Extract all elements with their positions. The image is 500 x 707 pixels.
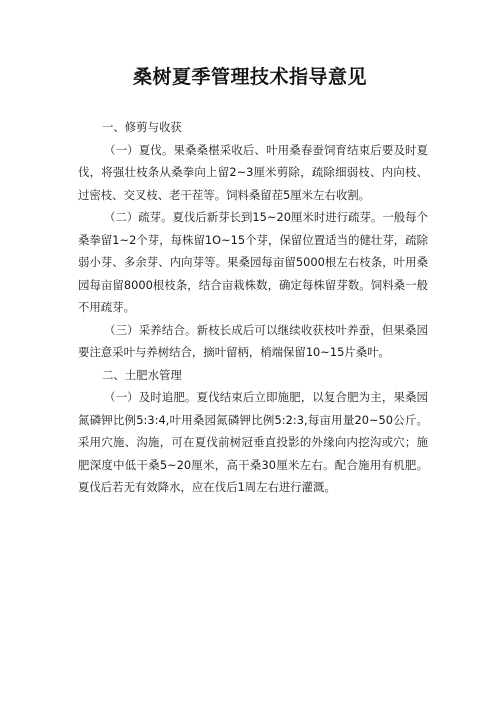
paragraph: （三）采养结合。新枝长成后可以继续收获枝叶养蚕，但果桑园要注意采叶与养树结合，摘叶留柄，梢端保留10~15片桑叶。 xyxy=(78,322,428,359)
paragraph: （一）夏伐。果桑桑椹采收后、叶用桑春蚕饲育结束后要及时夏伐，将强壮枝条从桑拳向上留2~3厘米剪除，疏除细弱枝、内向枝、过密枝、交叉枝、老干茬等。饲料桑留茬5厘米左右收割。 xyxy=(78,142,428,202)
section-heading: 二、土肥水管理 xyxy=(102,367,182,382)
section-heading: 一、修剪与收获 xyxy=(102,120,182,134)
document-body xyxy=(78,116,428,499)
paragraph: （一）及时追肥。夏伐结束后立即施肥，以复合肥为主，果桑园氮磷钾比例5:3:4,叶用桑园氮磷钾比例5:2:3,每亩用量20~50公斤。采用穴施、沟施，可在夏伐前树冠垂直投影的外缘向内挖沟或穴；施肥深度中低干桑5~20厘米，高干桑30厘米左右。配合施用有机肥。夏伐后若无有效降水，应在伐后1周左右进行灌溉。 xyxy=(78,390,428,494)
document-title: 桑树夏季管理技术指导意见 xyxy=(132,66,367,88)
paragraph: （二）疏芽。夏伐后新芽长到15~20厘米时进行疏芽。一般每个桑拳留1~2个芽，每株留1O~15个芽，保留位置适当的健壮芽，疏除弱小芽、多余芽、内向芽等。果桑园每亩留5000根左右枝条，叶用桑园每亩留8000根枝条，结合亩栽株数，确定每株留芽数。饲料桑一般不用疏芽。 xyxy=(78,210,428,314)
